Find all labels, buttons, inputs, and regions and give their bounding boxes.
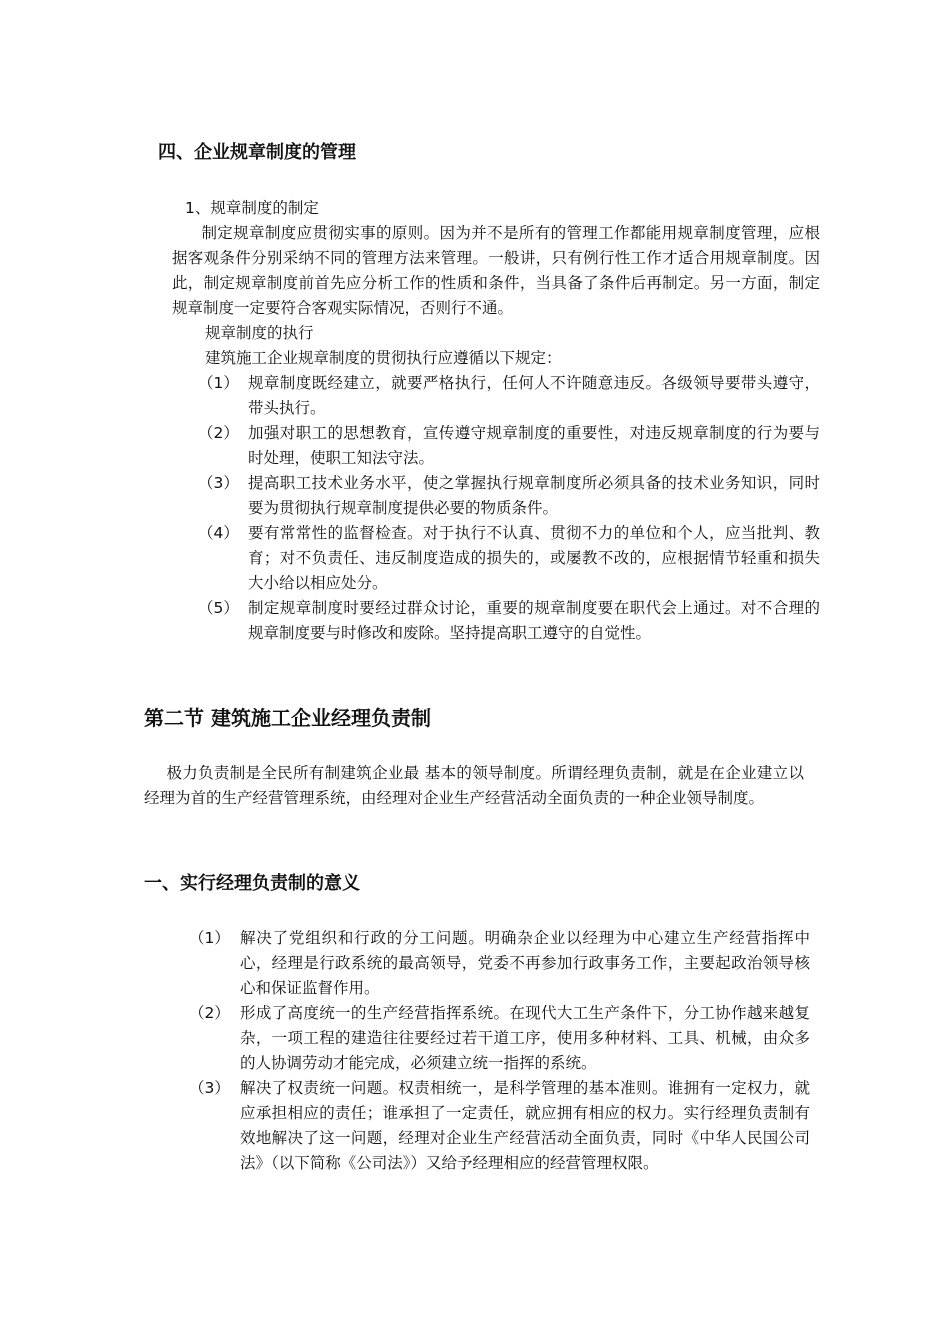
list-text: 形成了高度统一的生产经营指挥系统。在现代大工生产条件下，分工协作越来越复杂，一项工程的建造往往要经过若干道工序，使用多种材料、工具、机械，由众多的人协调劳动才能完成，必须建立统一指挥的系统。 bbox=[240, 1004, 810, 1072]
subsection-title: 1、规章制度的制定 bbox=[185, 199, 319, 217]
list-number: （2） bbox=[198, 424, 239, 442]
list-number: （2） bbox=[189, 1004, 230, 1022]
section-heading: 四、企业规章制度的管理 bbox=[158, 142, 356, 163]
list-text: 加强对职工的思想教育，宣传遵守规章制度的重要性，对违反规章制度的行为要与时处理，使职工知法守法。 bbox=[248, 424, 820, 467]
list-number: （5） bbox=[198, 599, 239, 617]
subsection-title: 规章制度的执行 bbox=[205, 324, 314, 342]
list-item bbox=[198, 421, 820, 471]
list-text: 要有常常性的监督检查。对于执行不认真、贯彻不力的单位和个人，应当批判、教育；对不负责任、违反制度造成的损失的，或屡教不改的，应根据情节轻重和损失大小给以相应处分。 bbox=[248, 524, 820, 592]
list-text: 提高职工技术业务水平，使之掌握执行规章制度所必须具备的技术业务知识，同时要为贯彻执行规章制度提供必要的物质条件。 bbox=[248, 474, 820, 517]
list-text: 解决了党组织和行政的分工问题。明确杂企业以经理为中心建立生产经营指挥中心，经理是行政系统的最高领导，党委不再参加行政事务工作，主要起政治领导核心和保证监督作用。 bbox=[240, 929, 810, 997]
list-number: （4） bbox=[198, 524, 239, 542]
list-number: （1） bbox=[189, 929, 230, 947]
list-item bbox=[198, 596, 820, 646]
list-item bbox=[198, 371, 820, 421]
paragraph: 极力负责制是全民所有制建筑企业最 基本的领导制度。所谓经理负责制，就是在企业建立以经理为首的生产经营管理系统，由经理对企业生产经营活动全面负责的一种企业领导制度。 bbox=[144, 764, 804, 807]
paragraph: 建筑施工企业规章制度的贯彻执行应遵循以下规定： bbox=[205, 349, 562, 367]
list-item bbox=[198, 521, 820, 596]
paragraph: 制定规章制度应贯彻实事的原则。因为并不是所有的管理工作都能用规章制度管理，应根据客观条件分别采纳不同的管理方法来管理。一般讲，只有例行性工作才适合用规章制度。因此，制定规章制度前首先应分析工作的性质和条件，当具备了条件后再制定。另一方面，制定规章制度一定要符合客观实际情况，否则行不通。 bbox=[172, 224, 820, 317]
list-number: （1） bbox=[198, 374, 239, 392]
section-heading: 一、实行经理负责制的意义 bbox=[144, 873, 360, 894]
list-text: 解决了权责统一问题。权责相统一，是科学管理的基本准则。谁拥有一定权力，就应承担相应的责任；谁承担了一定责任，就应拥有相应的权力。实行经理负责制有效地解决了这一问题，经理对企业生产经营活动全面负责，同时《中华人民国公司法》（以下简称《公司法》）又给予经理相应的经营管理权限。 bbox=[240, 1079, 810, 1172]
list-text: 制定规章制度时要经过群众讨论，重要的规章制度要在职代会上通过。对不合理的规章制度要与时修改和废除。坚持提高职工遵守的自觉性。 bbox=[248, 599, 820, 642]
list-item bbox=[189, 1001, 811, 1076]
chapter-heading: 第二节 建筑施工企业经理负责制 bbox=[144, 706, 431, 730]
list-item bbox=[189, 926, 811, 1001]
list-number: （3） bbox=[198, 474, 239, 492]
list-number: （3） bbox=[189, 1079, 230, 1097]
list-item bbox=[198, 471, 820, 521]
list-item bbox=[189, 1076, 811, 1201]
list-text: 规章制度既经建立，就要严格执行，任何人不许随意违反。各级领导要带头遵守，带头执行。 bbox=[248, 374, 820, 417]
